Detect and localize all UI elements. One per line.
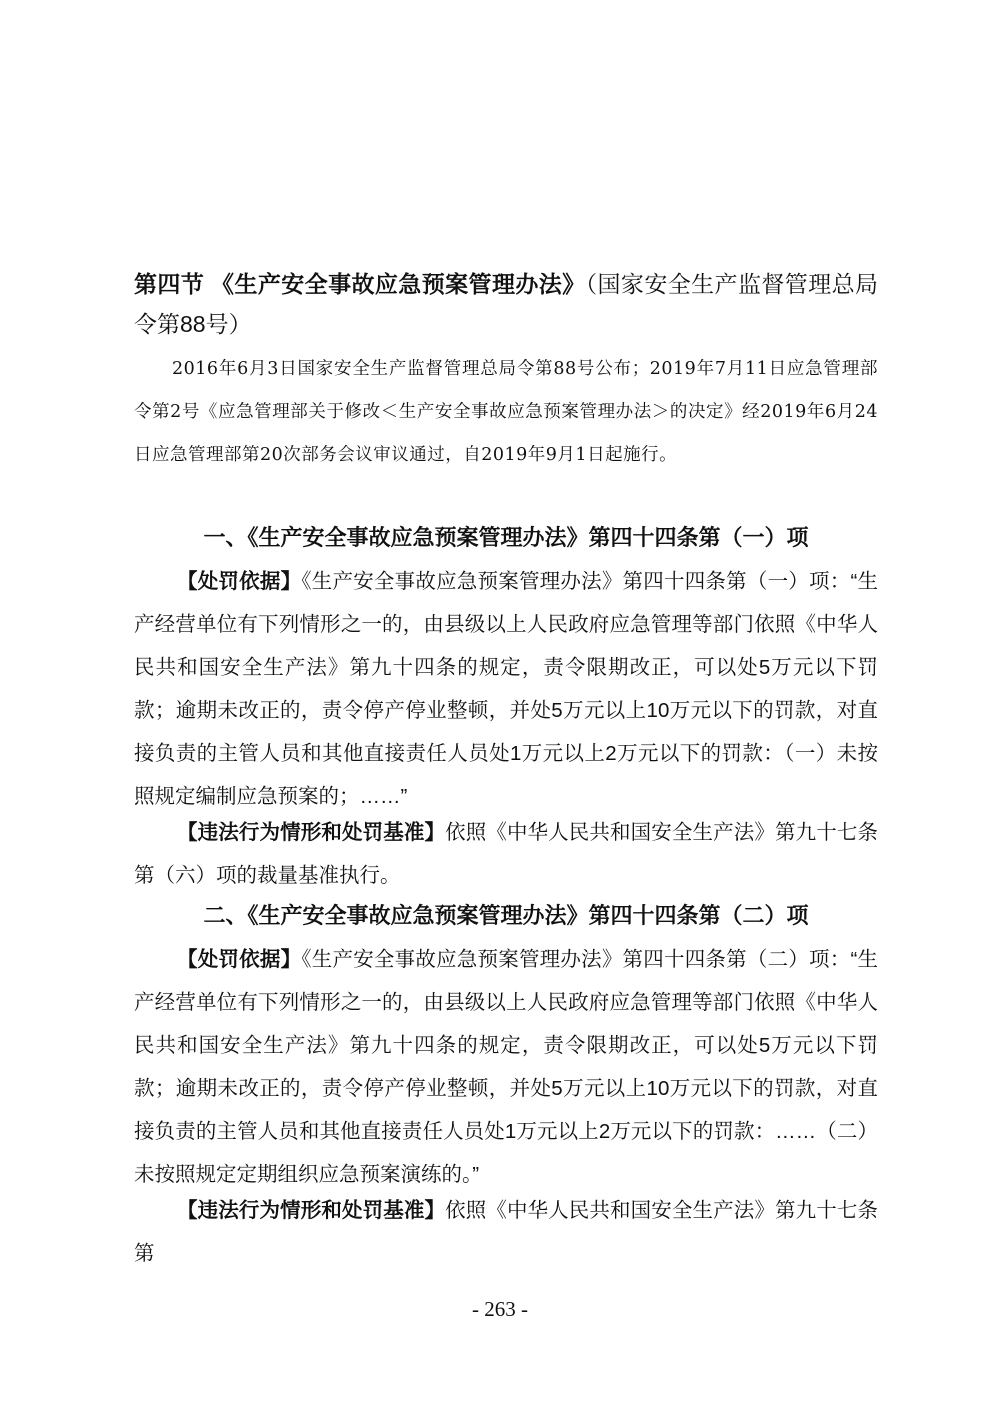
item-1-basis-text: 《生产安全事故应急预案管理办法》第四十四条第（一）项：“生产经营单位有下列情形之一的，由县级以上人民政府应急管理等部门依照《中华人民共和国安全生产法》第九十四条的规定，责令限期改正，可以处5万元以下罚款；逾期未改正的，责令停产停业整顿，并处5万元以上10万元以下的罚款，对直接负责的主管人员和其他直接责任人员处1万元以上2万元以下的罚款：（一）未按照规定编制应急预案的；……” xyxy=(134,570,878,808)
item-2-standard-tag: 【违法行为情形和处罚基准】 xyxy=(177,1199,446,1222)
section-heading-subtitle: （国家安全生产监督管理总局令第88号） xyxy=(134,271,879,337)
item-1-basis-tag: 【处罚依据】 xyxy=(177,570,302,593)
item-1-standard-tag: 【违法行为情形和处罚基准】 xyxy=(177,821,446,844)
page-number: - 263 - xyxy=(472,1297,528,1321)
item-2-standard-text: 依照《中华人民共和国安全生产法》第九十七条第 xyxy=(134,1199,879,1265)
item-2-basis xyxy=(134,938,878,1196)
item-1-standard-text: 依照《中华人民共和国安全生产法》第九十七条第（六）项的裁量基准执行。 xyxy=(134,821,879,887)
publication-note: 2016年6月3日国家安全生产监督管理总局令第88号公布；2019年7月11日应急管理部令第2号《应急管理部关于修改＜生产安全事故应急预案管理办法＞的决定》经2019年6月24日应急管理部第20次部务会议审议通过，自2019年9月1日起施行。 xyxy=(134,359,878,465)
item-1-standard xyxy=(134,811,878,897)
item-2-basis-tag: 【处罚依据】 xyxy=(177,948,302,971)
item-1-basis xyxy=(134,560,878,818)
item-2-title: 二、《生产安全事故应急预案管理办法》第四十四条第（二）项 xyxy=(203,903,809,929)
item-2-basis-text: 《生产安全事故应急预案管理办法》第四十四条第（二）项：“生产经营单位有下列情形之一的，由县级以上人民政府应急管理等部门依照《中华人民共和国安全生产法》第九十四条的规定，责令限期改正，可以处5万元以下罚款；逾期未改正的，责令停产停业整顿，并处5万元以上10万元以下的罚款，对直接负责的主管人员和其他直接责任人员处1万元以上2万元以下的罚款：……（二）未按照规定定期组织应急预案演练的。” xyxy=(134,948,878,1186)
section-heading-main: 第四节 《生产安全事故应急预案管理办法》 xyxy=(134,271,586,297)
item-2-standard xyxy=(134,1189,878,1275)
item-1-title: 一、《生产安全事故应急预案管理办法》第四十四条第（一）项 xyxy=(203,525,809,551)
section-heading xyxy=(134,264,878,344)
